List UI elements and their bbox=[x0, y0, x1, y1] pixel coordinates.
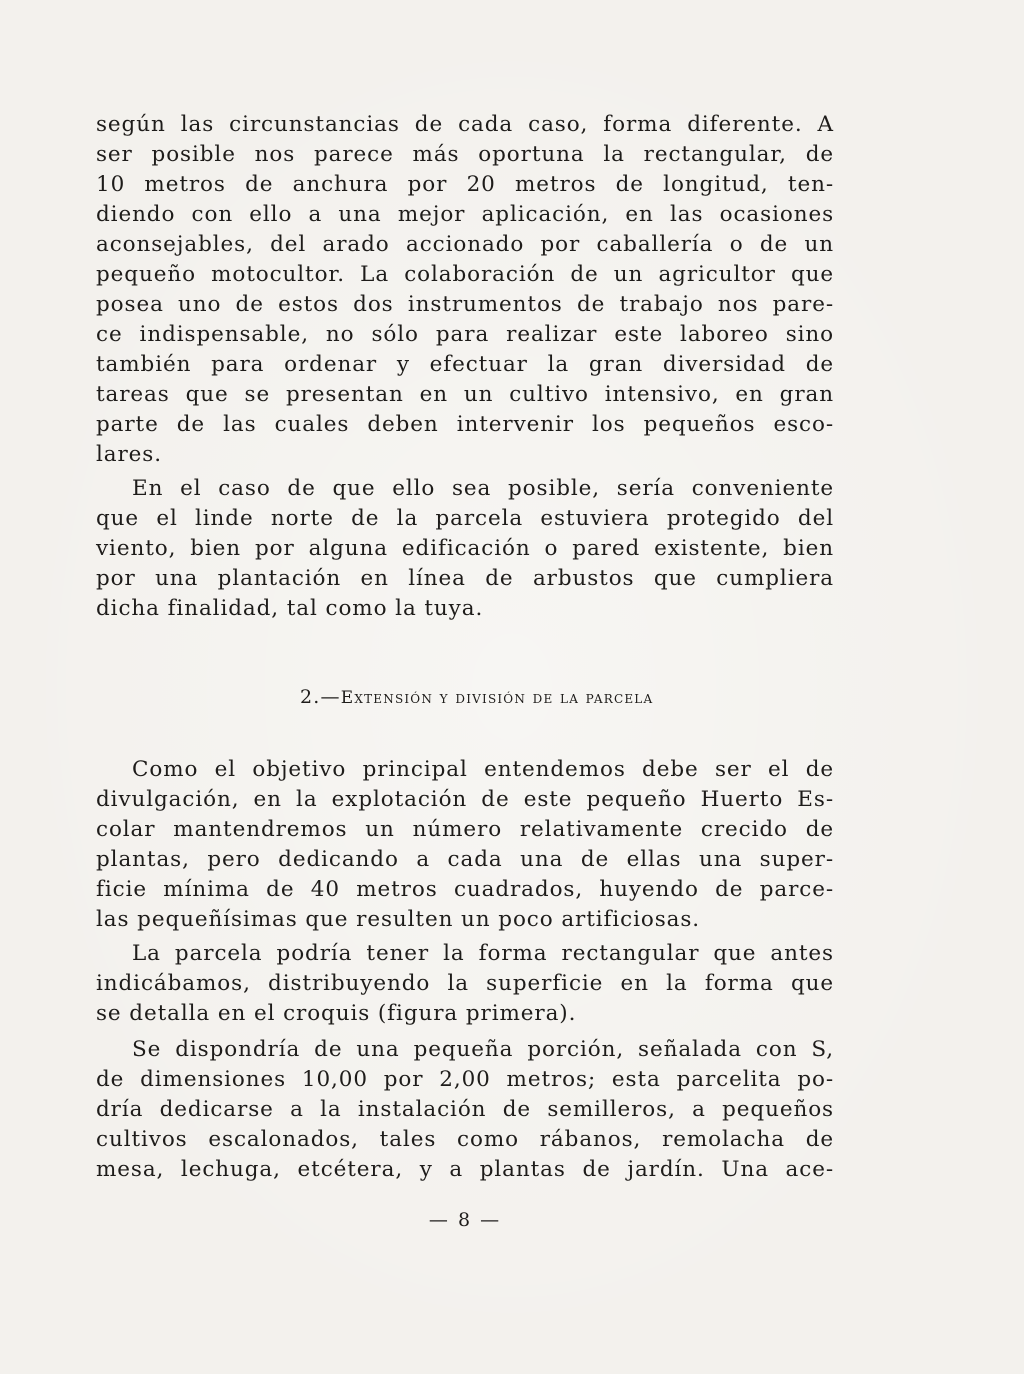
text-line: mesa, lechuga, etcétera, y a plantas de jardín. Una ace- bbox=[96, 1157, 834, 1182]
text-line: parte de las cuales deben intervenir los pequeños esco- bbox=[96, 412, 834, 437]
text-line: indicábamos, distribuyendo la superficie en la forma que bbox=[96, 971, 834, 996]
text-line: que el linde norte de la parcela estuviera protegido del bbox=[96, 506, 834, 531]
text-line: 10 metros de anchura por 20 metros de longitud, ten- bbox=[96, 172, 834, 197]
text-line: ser posible nos parece más oportuna la rectangular, de bbox=[96, 142, 834, 167]
text-line: aconsejables, del arado accionado por caballería o de un bbox=[96, 232, 834, 257]
text-line: viento, bien por alguna edificación o pared existente, bien bbox=[96, 536, 834, 561]
text-line: tareas que se presentan en un cultivo intensivo, en gran bbox=[96, 382, 834, 407]
text-line: Como el objetivo principal entendemos debe ser el de bbox=[132, 757, 834, 782]
paragraph bbox=[96, 474, 834, 624]
text-line: colar mantendremos un número relativamente crecido de bbox=[96, 817, 834, 842]
text-line: plantas, pero dedicando a cada una de ellas una super- bbox=[96, 847, 834, 872]
paragraph bbox=[96, 755, 834, 935]
text-line: dicha finalidad, tal como la tuya. bbox=[96, 596, 484, 621]
text-line: dría dedicarse a la instalación de semilleros, a pequeños bbox=[96, 1097, 834, 1122]
text-line: diendo con ello a una mejor aplicación, en las ocasiones bbox=[96, 202, 834, 227]
text-line: se detalla en el croquis (figura primera). bbox=[96, 1001, 577, 1026]
text-line: pequeño motocultor. La colaboración de un agricultor que bbox=[96, 262, 834, 287]
text-line: lares. bbox=[96, 442, 162, 467]
text-line: posea uno de estos dos instrumentos de trabajo nos pare- bbox=[96, 292, 834, 317]
text-line: también para ordenar y efectuar la gran diversidad de bbox=[96, 352, 834, 377]
text-line: de dimensiones 10,00 por 2,00 metros; esta parcelita po- bbox=[96, 1067, 834, 1092]
text-line: por una plantación en línea de arbustos que cumpliera bbox=[96, 566, 834, 591]
text-line: ce indispensable, no sólo para realizar este laboreo sino bbox=[96, 322, 834, 347]
text-line: ficie mínima de 40 metros cuadrados, huyendo de parce- bbox=[96, 877, 834, 902]
section-number: 2.— bbox=[300, 686, 341, 708]
paragraph bbox=[96, 939, 834, 1029]
paragraph bbox=[96, 1035, 834, 1185]
text-line: En el caso de que ello sea posible, sería conveniente bbox=[132, 476, 834, 501]
text-line: Se dispondría de una pequeña porción, señalada con S, bbox=[132, 1037, 834, 1062]
section-title: Extensión y división de la parcela bbox=[340, 688, 654, 708]
text-line: La parcela podría tener la forma rectangular que antes bbox=[132, 941, 834, 966]
text-line: cultivos escalonados, tales como rábanos, remolacha de bbox=[96, 1127, 834, 1152]
page-number: — 8 — bbox=[428, 1209, 502, 1231]
text-line: divulgación, en la explotación de este pequeño Huerto Es- bbox=[96, 787, 834, 812]
paragraph-continuation bbox=[96, 110, 834, 470]
section-heading bbox=[300, 686, 840, 708]
text-line: según las circunstancias de cada caso, forma diferente. A bbox=[96, 112, 834, 137]
text-line: las pequeñísimas que resulten un poco artificiosas. bbox=[96, 907, 701, 932]
